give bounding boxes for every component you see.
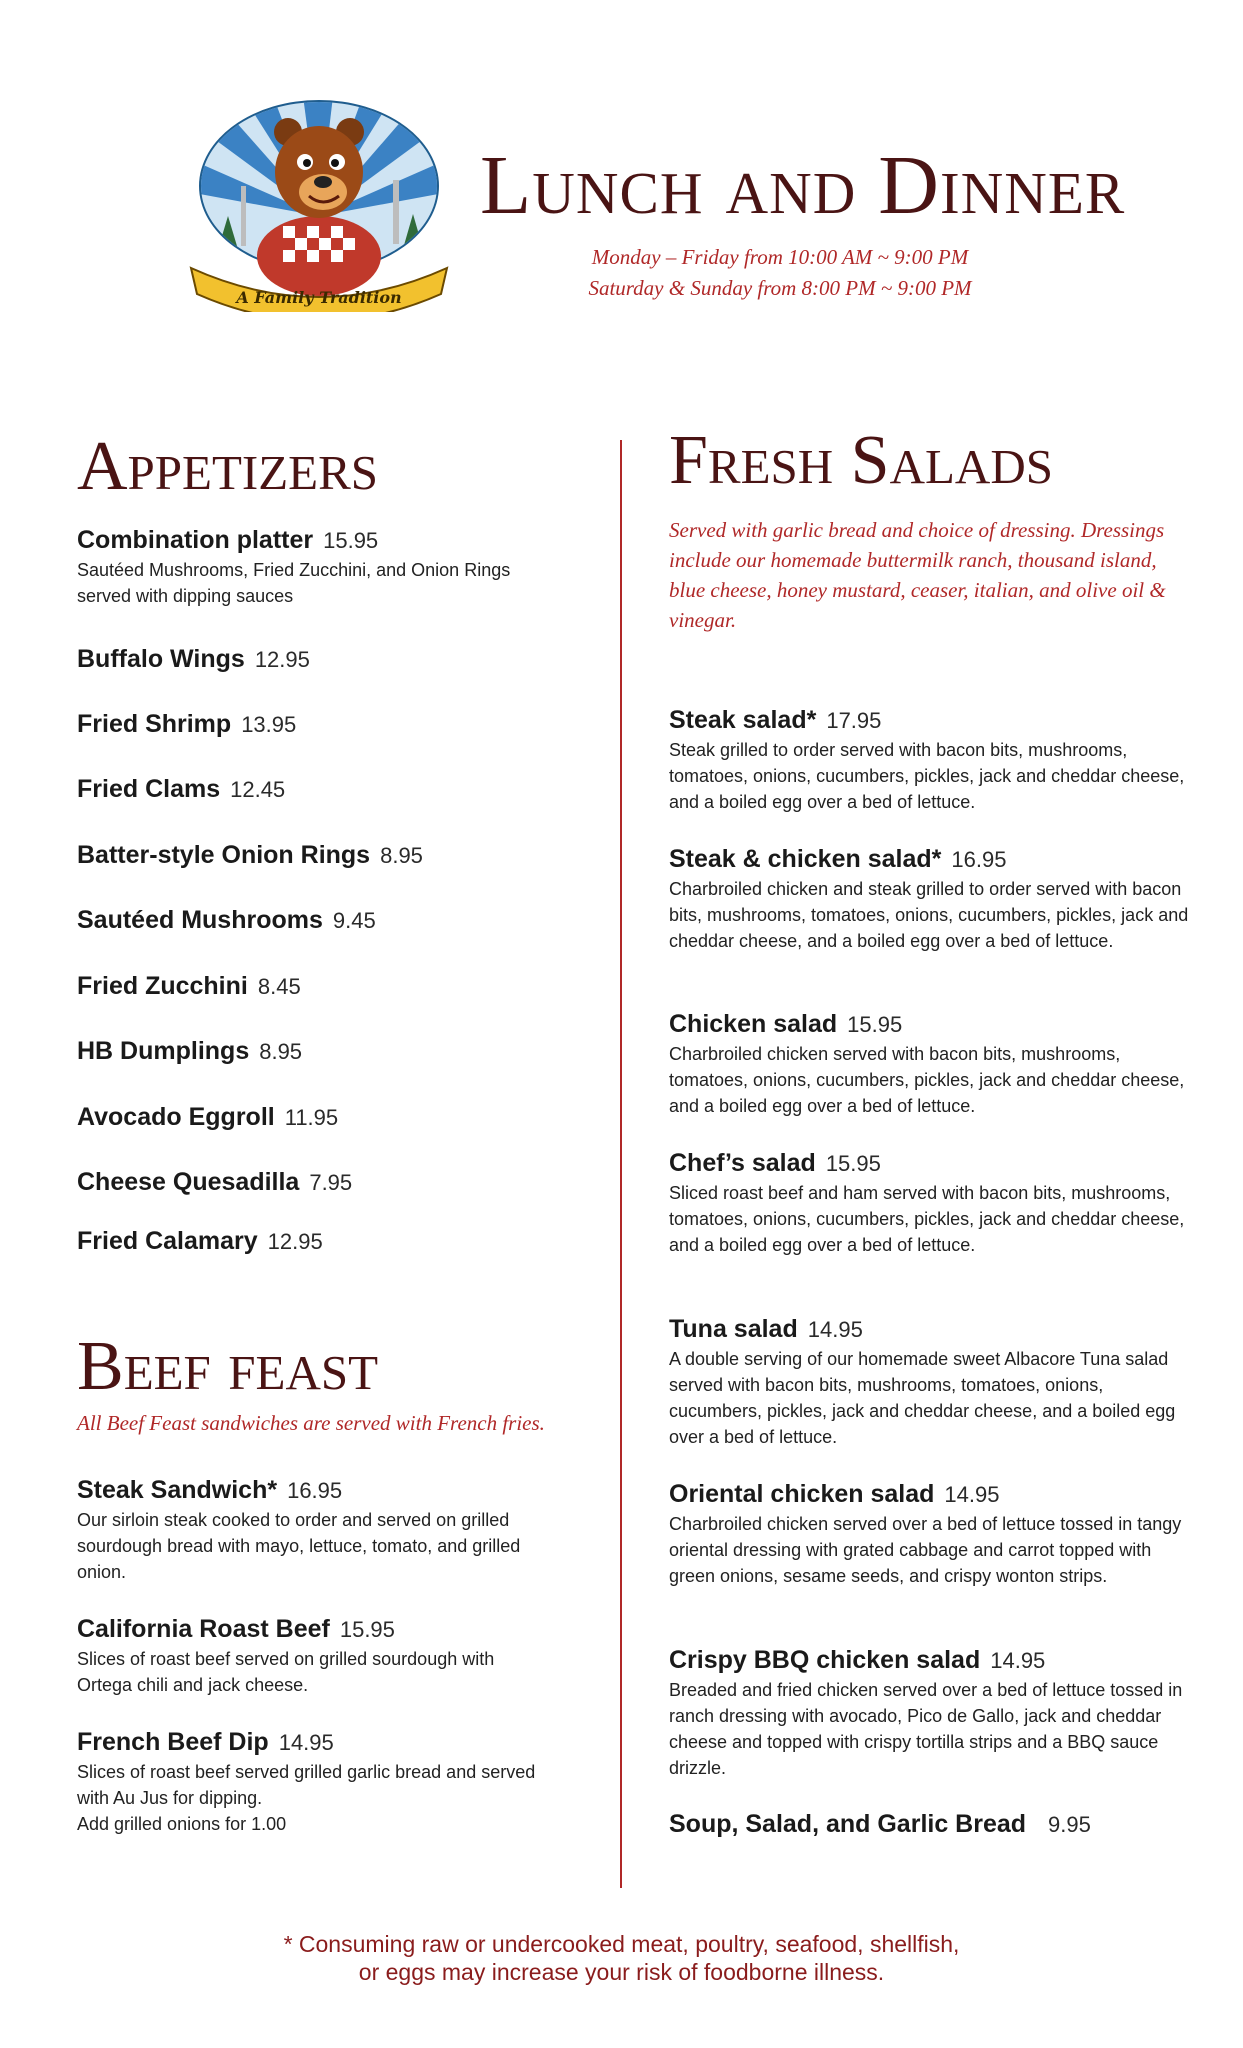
item-price: 12.95 <box>254 647 310 672</box>
disclaimer-line: or eggs may increase your risk of foodborne illness. <box>358 1959 885 1985</box>
item-name: Avocado Eggroll <box>77 1103 275 1131</box>
menu-item <box>77 839 547 872</box>
menu-item <box>669 1147 1189 1258</box>
item-name: Crispy BBQ chicken salad <box>669 1646 981 1674</box>
item-price: 8.95 <box>259 1039 303 1064</box>
menu-item <box>77 1474 547 1585</box>
business-hours <box>560 242 1000 304</box>
menu-item <box>669 1478 1189 1589</box>
item-description: Breaded and fried chicken served over a bed of lettuce tossed in ranch dressing with avocado, Pico de Gallo, jack and cheddar cheese and topped with crispy tortilla strips and a BBQ sauce drizzle. <box>669 1680 1183 1778</box>
item-name: Steak salad* <box>669 706 817 734</box>
item-description: Slices of roast beef served on grilled sourdough with Ortega chili and jack cheese. <box>77 1649 495 1695</box>
item-price: 9.95 <box>1048 1812 1091 1837</box>
menu-item <box>77 524 547 609</box>
item-description: Charbroiled chicken served with bacon bits, mushrooms, tomatoes, onions, cucumbers, pickles, jack and cheddar cheese, and a boiled egg over a bed of lettuce. <box>669 1044 1185 1116</box>
item-name: Chicken salad <box>669 1010 838 1038</box>
item-price: 15.95 <box>339 1617 395 1642</box>
item-name: Steak & chicken salad* <box>669 845 942 873</box>
menu-item <box>669 1008 1189 1119</box>
item-name: Chef’s salad <box>669 1149 816 1177</box>
column-divider <box>620 440 622 1888</box>
item-name: Tuna salad <box>669 1315 798 1343</box>
item-name: Batter-style Onion Rings <box>77 841 371 869</box>
menu-item <box>77 643 547 676</box>
item-name: Fried Calamary <box>77 1227 258 1255</box>
item-extra: Add grilled onions for 1.00 <box>77 1814 287 1834</box>
item-name: Steak Sandwich* <box>77 1476 278 1504</box>
item-description: Charbroiled chicken served over a bed of lettuce tossed in tangy oriental dressing with grated cabbage and carrot topped with green onions, sesame seeds, and crispy wonton strips. <box>669 1514 1182 1586</box>
item-price: 8.95 <box>380 843 423 868</box>
item-description: Sliced roast beef and ham served with bacon bits, mushrooms, tomatoes, onions, cucumbers, pickles, jack and cheddar cheese, and a boiled egg over a bed of lettuce. <box>669 1183 1185 1255</box>
item-description: A double serving of our homemade sweet Albacore Tuna salad served with bacon bits, mushrooms, tomatoes, onions, cucumbers, pickles, jack and cheddar cheese, and a boiled egg over a bed of lettuce. <box>669 1349 1176 1447</box>
item-price: 7.95 <box>309 1170 353 1195</box>
item-name: Soup, Salad, and Garlic Bread <box>669 1810 1027 1838</box>
menu-item <box>77 1101 547 1134</box>
item-description: Steak grilled to order served with bacon bits, mushrooms, tomatoes, onions, cucumbers, pickles, jack and cheddar cheese, and a boiled egg over a bed of lettuce. <box>669 740 1185 812</box>
menu-item <box>669 1644 1189 1781</box>
item-description: Slices of roast beef served grilled garlic bread and served with Au Jus for dipping. <box>77 1762 536 1808</box>
item-name: Buffalo Wings <box>77 645 245 673</box>
item-name: HB Dumplings <box>77 1037 250 1065</box>
menu-item <box>669 1808 1189 1841</box>
item-price: 16.95 <box>951 847 1007 872</box>
menu-item <box>77 1613 547 1698</box>
item-description: Charbroiled chicken and steak grilled to order served with bacon bits, mushrooms, tomatoes, onions, cucumbers, pickles, jack and cheddar cheese, and a boiled egg over a bed of lettuce. <box>669 879 1189 951</box>
item-price: 9.45 <box>332 908 376 933</box>
menu-item <box>77 904 547 937</box>
page-title: Lunch and Dinner <box>480 139 1126 232</box>
item-price: 14.95 <box>944 1482 1000 1507</box>
section-title-beef-feast: Beef feast <box>77 1328 379 1405</box>
item-name: Combination platter <box>77 526 314 554</box>
hours-weekend: Saturday & Sunday from 8:00 PM ~ 9:00 PM <box>588 276 972 300</box>
item-price: 8.45 <box>257 974 301 999</box>
item-price: 14.95 <box>807 1317 863 1342</box>
item-price: 11.95 <box>284 1105 339 1130</box>
menu-item <box>77 1225 547 1258</box>
item-name: Fried Shrimp <box>77 710 232 738</box>
bear-mascot-icon <box>183 96 455 312</box>
item-name: Fried Zucchini <box>77 972 248 1000</box>
item-price: 13.95 <box>241 712 297 737</box>
health-disclaimer <box>200 1930 1043 1986</box>
menu-item <box>77 708 547 741</box>
menu-item <box>77 773 547 806</box>
item-name: California Roast Beef <box>77 1615 330 1643</box>
restaurant-logo <box>183 96 455 312</box>
section-note: Served with garlic bread and choice of dressing. Dressings include our homemade buttermilk ranch, thousand island, blue cheese, honey mustard, ceaser, italian, and olive oil & vinegar. <box>669 518 1166 632</box>
menu-item <box>77 1035 547 1068</box>
item-description: Sautéed Mushrooms, Fried Zucchini, and Onion Rings served with dipping sauces <box>77 560 511 606</box>
item-name: Cheese Quesadilla <box>77 1168 300 1196</box>
item-price: 17.95 <box>826 708 882 733</box>
item-price: 14.95 <box>278 1730 334 1755</box>
item-price: 15.95 <box>847 1012 903 1037</box>
item-name: Oriental chicken salad <box>669 1480 935 1508</box>
item-name: French Beef Dip <box>77 1728 269 1756</box>
item-name: Sautéed Mushrooms <box>77 906 323 934</box>
hours-weekday: Monday – Friday from 10:00 AM ~ 9:00 PM <box>591 245 969 269</box>
item-name: Fried Clams <box>77 775 221 803</box>
item-price: 15.95 <box>323 528 379 553</box>
item-price: 12.45 <box>230 777 286 802</box>
section-title-appetizers: Appetizers <box>77 428 379 505</box>
menu-item <box>669 843 1189 954</box>
item-description: Our sirloin steak cooked to order and served on grilled sourdough bread with mayo, lettuce, tomato, and grilled onion. <box>77 1510 521 1582</box>
logo-text: A Family Tradition <box>236 288 402 307</box>
disclaimer-line: * Consuming raw or undercooked meat, poultry, seafood, shellfish, <box>283 1931 960 1957</box>
menu-item <box>77 1166 547 1199</box>
item-price: 14.95 <box>990 1648 1046 1673</box>
menu-item <box>77 970 547 1003</box>
item-price: 16.95 <box>287 1478 343 1503</box>
item-price: 15.95 <box>825 1151 881 1176</box>
section-note: All Beef Feast sandwiches are served with French fries. <box>77 1411 545 1435</box>
item-price: 12.95 <box>267 1229 323 1254</box>
menu-item <box>669 1313 1189 1450</box>
section-title-salads: Fresh Salads <box>669 422 1053 499</box>
menu-item <box>77 1726 547 1837</box>
menu-item <box>669 704 1189 815</box>
